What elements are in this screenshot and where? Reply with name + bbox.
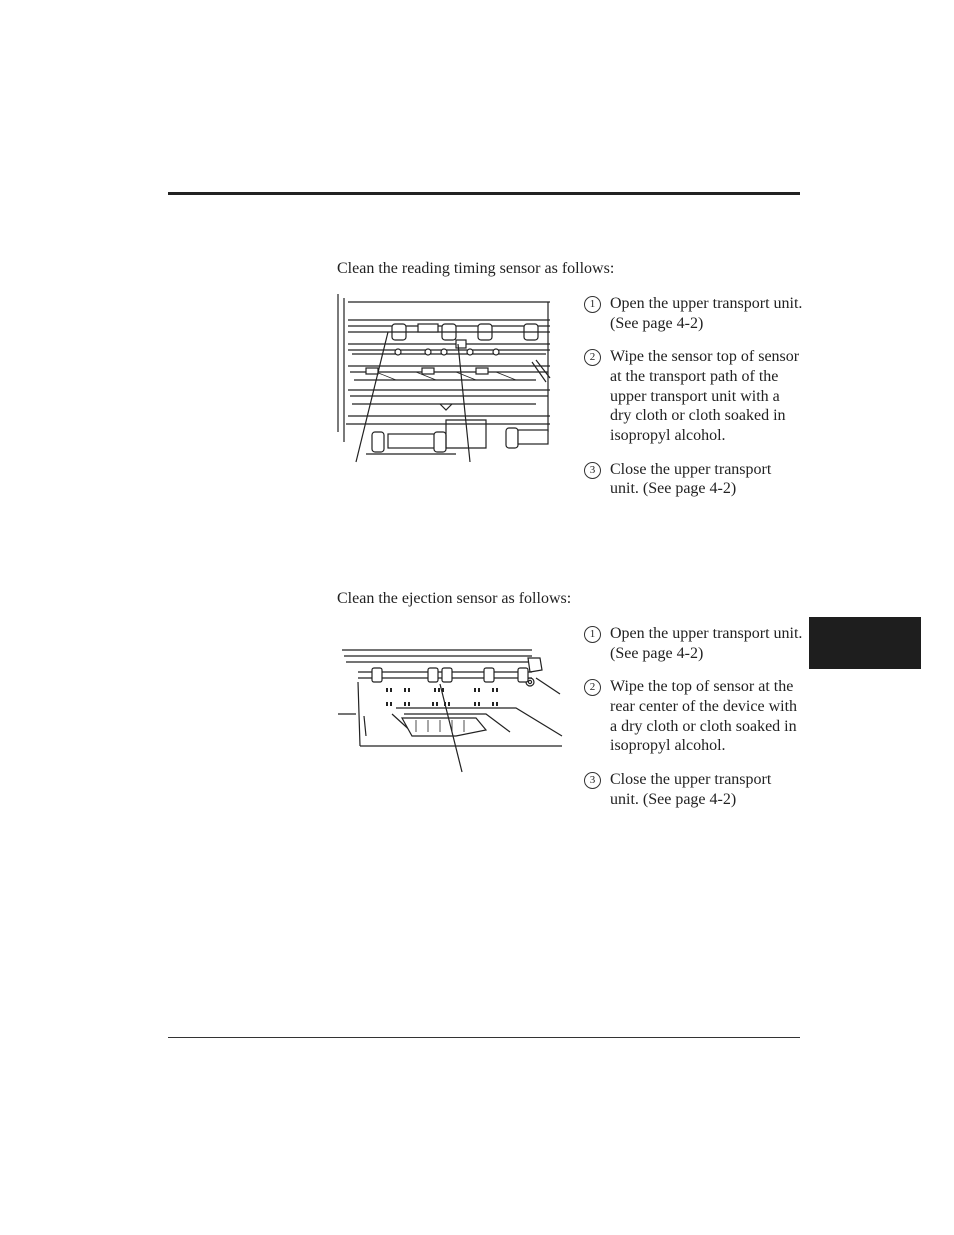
step-text: Close the upper transport unit. (See page 4-2) — [610, 460, 772, 498]
step-number: 3 — [584, 462, 601, 479]
step-number: 2 — [584, 679, 601, 696]
step-text: Wipe the sensor top of sensor at the transport path of the upper transport unit with a dry cloth or cloth soaked in isopropyl alcohol. — [610, 348, 800, 445]
header-rule — [168, 192, 800, 195]
step-text: Open the upper transport unit. (See page 4-2) — [610, 295, 803, 332]
step-item — [584, 347, 804, 446]
step-item — [584, 624, 804, 664]
section2-intro: Clean the ejection sensor as follows: — [337, 590, 572, 607]
step-number: 1 — [584, 626, 601, 643]
step-text: Close the upper transport unit. (See page 4-2) — [610, 770, 772, 808]
step-item — [584, 770, 804, 810]
chapter-tab — [809, 617, 921, 669]
step-number: 2 — [584, 349, 601, 366]
step-number: 3 — [584, 772, 601, 789]
section1-steps — [584, 294, 804, 513]
step-text: Open the upper transport unit. (See page 4-2) — [610, 625, 803, 662]
section2-steps — [584, 624, 804, 823]
step-number: 1 — [584, 296, 601, 313]
step-item — [584, 294, 804, 334]
footer-rule — [168, 1037, 800, 1038]
reading-timing-sensor-illustration — [336, 292, 554, 467]
step-text: Wipe the top of sensor at the rear center of the device with a dry cloth or cloth soaked in isopropyl alcohol. — [610, 678, 798, 755]
step-item — [584, 460, 804, 500]
step-item — [584, 677, 804, 756]
ejection-sensor-illustration — [336, 648, 564, 774]
section1-intro: Clean the reading timing sensor as follows: — [337, 260, 615, 277]
